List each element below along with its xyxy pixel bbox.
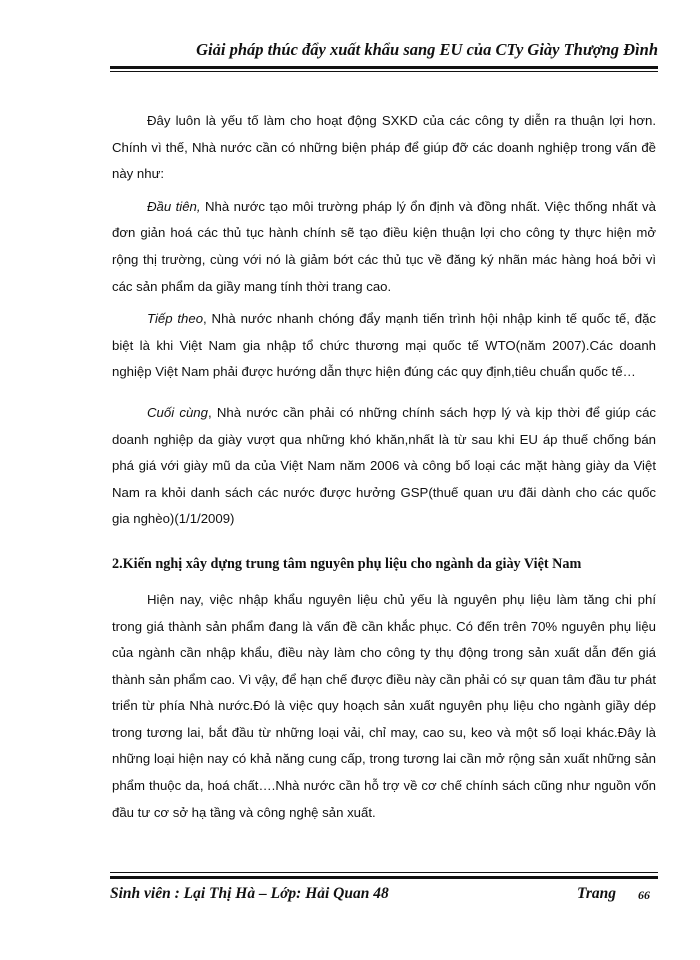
paragraph-1: Đây luôn là yếu tố làm cho hoạt động SXKD của các công ty diễn ra thuận lợi hơn. Chính vì thế, Nhà nước cần có những biện pháp để giúp đỡ các doanh nghiệp trong vấn đề này như: — [112, 113, 656, 182]
header-rule-thin — [110, 71, 658, 72]
header-title: Giải pháp thúc đẩy xuất khẩu sang EU của CTy Giày Thượng Đình — [196, 40, 658, 59]
paragraph-4 — [112, 400, 656, 533]
section-heading: 2.Kiến nghị xây dựng trung tâm nguyên phụ liệu cho ngành da giày Việt Nam — [112, 555, 582, 572]
paragraph-2-lead: Đầu tiên, — [147, 198, 201, 214]
footer-page-label: Trang — [576, 885, 616, 902]
footer-page-number: 66 — [638, 888, 650, 902]
paragraph-3-text: , Nhà nước nhanh chóng đẩy mạnh tiến trình hội nhập kinh tế quốc tế, đặc biệt là khi Việt Nam gia nhập tổ chức thương mại quốc tế WTO(năm 2007).Các doanh nghiệp Việt Nam phải được hướng dẫn thực hiện đúng các quy định,tiêu chuẩn quốc tế… — [112, 311, 656, 380]
paragraph-3-lead: Tiếp theo — [147, 311, 204, 327]
document-body — [112, 108, 656, 826]
paragraph-4-lead: Cuối cùng — [147, 404, 208, 420]
paragraph-4-text: , Nhà nước cần phải có những chính sách hợp lý và kịp thời để giúp các doanh nghiệp da giày vượt qua những khó khăn,nhất là từ sau khi EU áp thuế chống bán phá giá với giày mũ da của Việt Nam năm 2006 và công bố loại các mặt hàng giày da Việt Nam ra khỏi danh sách các nước được hưởng GSP(thuế quan ưu đãi dành cho các quốc gia nghèo)(1/1/2009) — [112, 404, 656, 527]
footer-content — [110, 885, 658, 903]
paragraph-3 — [112, 306, 656, 386]
header-rule-thick — [110, 66, 658, 69]
footer-rule-thick — [110, 876, 658, 879]
footer-rule-thin — [110, 872, 658, 873]
paragraph-2-text: Nhà nước tạo môi trường pháp lý ổn định và đồng nhất. Việc thống nhất và đơn giản hoá các thủ tục hành chính sẽ tạo điều kiện thuận lợi cho công ty thực hiện mở rộng thị trường, cùng với nó là giảm bớt các thủ tục về đăng ký nhãn mác hàng hoá bởi vì các sản phẩm da giầy mang tính thời trang cao. — [112, 198, 656, 294]
footer-student: Sinh viên : Lại Thị Hà – Lớp: Hải Quan 48 — [110, 885, 389, 902]
paragraph-2 — [112, 194, 656, 300]
paragraph-5: Hiện nay, việc nhập khẩu nguyên liệu chủ yếu là nguyên phụ liệu làm tăng chi phí trong giá thành sản phẩm đang là vấn đề cần khắc phục. Có đến trên 70% nguyên phụ liệu của ngành cần nhập khẩu, điều này làm cho công ty thụ động trong sản xuất dẫn đến giá thành sản phẩm cao. Vì vậy, để hạn chế được điều này cần phải có sự quan tâm đầu tư phát triển từ phía Nhà nước.Đó là việc quy hoạch sản xuất nguyên phụ liệu cho ngành giầy dép trong tương lai, bắt đầu từ những loại vải, chỉ may, cao su, keo và một số loại khác.Đây là những loại hiện nay có khả năng cung cấp, trong tương lai cần mở rộng sản xuất những sản phẩm thuộc da, hoá chất….Nhà nước cần hỗ trợ về cơ chế chính sách cũng như nguồn vốn đầu tư cơ sở hạ tầng và công nghệ sản xuất. — [112, 591, 656, 820]
